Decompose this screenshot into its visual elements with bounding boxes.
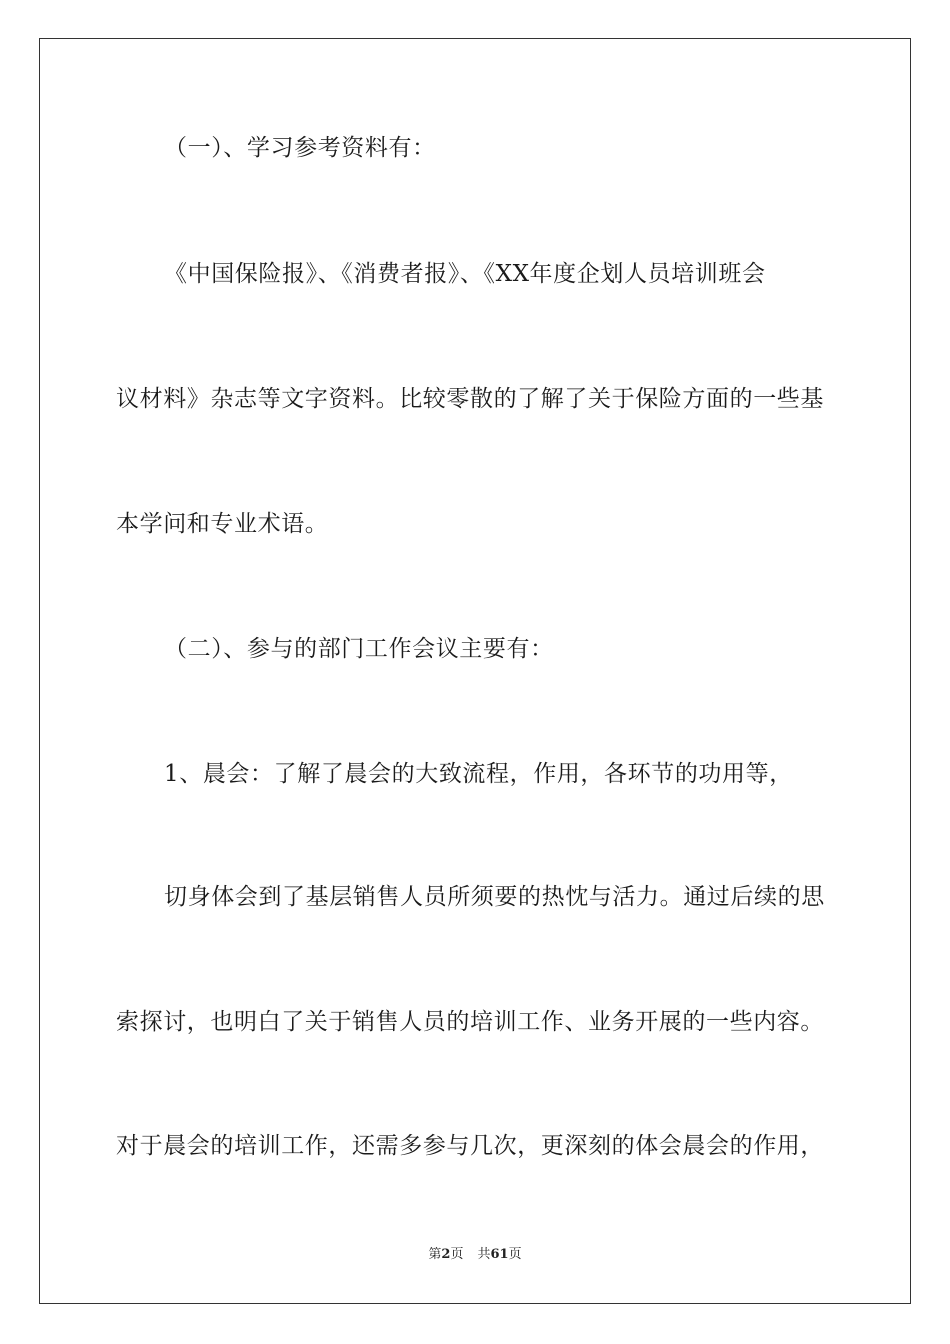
paragraph-line: 索探讨，也明白了关于销售人员的培训工作、业务开展的一些内容。 [116,1009,824,1035]
section-heading-1: （一）、学习参考资料有： [164,135,436,161]
paragraph-line: 本学问和专业术语。 [116,511,329,537]
footer-total-pages: 61 [490,1247,509,1262]
paragraph-line: 切身体会到了基层销售人员所须要的热忱与活力。通过后续的思 [164,884,825,910]
paragraph-line: 1、晨会：了解了晨会的大致流程，作用，各环节的功用等， [164,761,793,787]
section-heading-2: （二）、参与的部门工作会议主要有： [164,636,554,662]
paragraph-line: 议材料》杂志等文字资料。比较零散的了解了关于保险方面的一些基 [116,386,824,412]
footer-page-prefix: 第 [428,1247,442,1262]
paragraph-line: 对于晨会的培训工作，还需多参与几次，更深刻的体会晨会的作用， [116,1133,824,1159]
footer-total-prefix: 共 [477,1247,491,1262]
page-border [39,38,911,1304]
footer-page-suffix: 页 [450,1247,464,1262]
page-footer [0,1247,950,1263]
paragraph-line: 《中国保险报》、《消费者报》、《XX年度企划人员培训班会 [164,261,766,287]
footer-total-suffix: 页 [508,1247,522,1262]
footer-page-number: 2 [441,1247,451,1262]
